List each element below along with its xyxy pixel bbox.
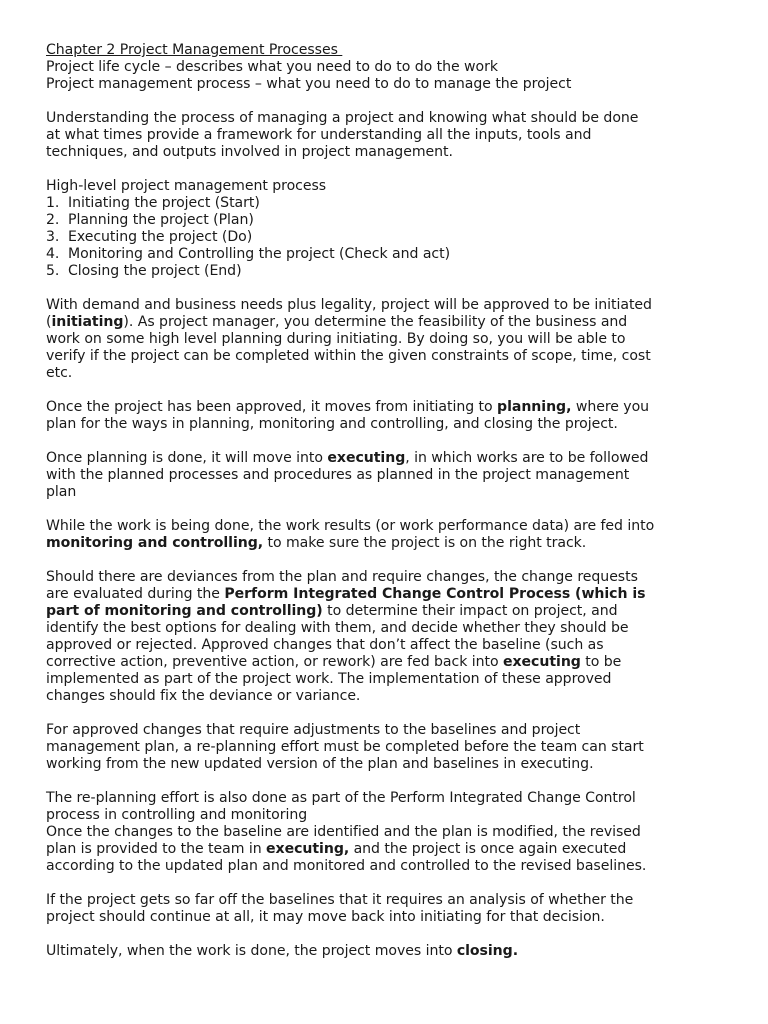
process-heading: High-level project management process	[46, 178, 327, 194]
paragraph-executing: Once planning is done, it will move into executing, in which works are to be followed with the planned processes and procedures as planned in the project management plan	[46, 450, 649, 500]
definition-management-process: Project management process – what you need to do to manage the project	[46, 76, 572, 92]
paragraph-initiating: With demand and business needs plus legality, project will be approved to be initiated (initiating). As project manager, you determine the feasibility of the business and work on some high level planning during initiating. By doing so, you will be able to verify if the project can be completed within the given constraints of scope, time, cost etc.	[46, 297, 652, 381]
list-item: 5. Closing the project (End)	[46, 263, 242, 279]
paragraph-replanning: For approved changes that require adjustments to the baselines and project management plan, a re-planning effort must be completed before the team can start working from the new updated version of the plan and baselines in executing.	[46, 722, 644, 772]
paragraph-off-baseline: If the project gets so far off the baselines that it requires an analysis of whether the project should continue at all, it may move back into initiating for that decision.	[46, 892, 634, 925]
intro-paragraph: Understanding the process of managing a project and knowing what should be done at what times provide a framework for understanding all the inputs, tools and techniques, and outputs involved in project management.	[46, 110, 639, 160]
paragraph-change-control: Should there are deviances from the plan and require changes, the change requests are evaluated during the Perform Integrated Change Control Process (which is part of monitoring and controlling) to determine their impact on project, and identify the best options for dealing with them, and decide whether they should be approved or rejected. Approved changes that don’t affect the baseline (such as corrective action, preventive action, or rework) are fed back into executing to be implemented as part of the project work. The implementation of these approved changes should fix the deviance or variance.	[46, 569, 646, 704]
list-item: 3. Executing the project (Do)	[46, 229, 253, 245]
paragraph-planning: Once the project has been approved, it moves from initiating to planning, where you plan for the ways in planning, monitoring and controlling, and closing the project.	[46, 399, 650, 432]
list-item: 1. Initiating the project (Start)	[46, 195, 260, 211]
process-list	[46, 195, 738, 280]
list-item: 2. Planning the project (Plan)	[46, 212, 254, 228]
paragraph-closing: Ultimately, when the work is done, the project moves into closing.	[46, 943, 519, 959]
definition-life-cycle: Project life cycle – describes what you need to do to do the work	[46, 59, 498, 75]
paragraph-monitoring: While the work is being done, the work results (or work performance data) are fed into monitoring and controlling, to make sure the project is on the right track.	[46, 518, 655, 551]
paragraph-integrated-change-control: The re-planning effort is also done as part of the Perform Integrated Change Control process in controlling and monitoring Once the changes to the baseline are identified and the plan is modified, the revised plan is provided to the team in executing, and the project is once again executed according to the updated plan and monitored and controlled to the revised baselines.	[46, 790, 647, 874]
page-title: Chapter 2 Project Management Processes	[46, 42, 343, 58]
list-item: 4. Monitoring and Controlling the project (Check and act)	[46, 246, 451, 262]
